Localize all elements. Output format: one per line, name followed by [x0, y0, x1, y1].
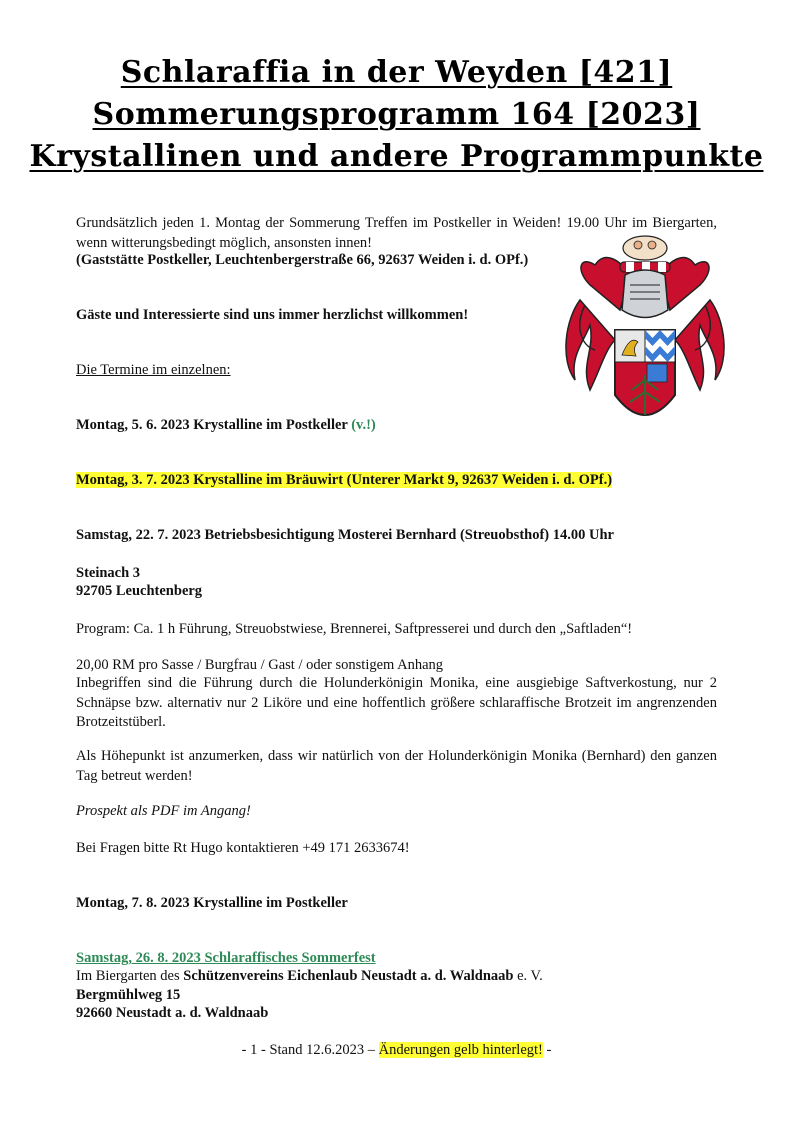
page-footer	[0, 1042, 793, 1059]
event-3-included: Inbegriffen sind die Führung durch die Holunderkönigin Monika, eine ausgiebige Saftverkostung, nur 2 Schnäpse bzw. alternativ nur 2 Liköre und eine hoffentlich größere schlaraffische Brotzeit im angrenzenden Brotzeitstüberl.	[76, 675, 717, 730]
footer-prefix: - 1 - Stand 12.6.2023 –	[241, 1042, 379, 1058]
event-5-street: Bergmühlweg 15	[76, 987, 181, 1003]
event-5-title: Samstag, 26. 8. 2023 Schlaraffisches Sommerfest	[76, 950, 376, 966]
event-5-city: 92660 Neustadt a. d. Waldnaab	[76, 1005, 269, 1021]
event-1-note: (v.!)	[351, 417, 376, 433]
termine-heading: Die Termine im einzelnen:	[76, 362, 231, 378]
event-1	[76, 416, 546, 436]
coat-of-arms-icon	[560, 230, 730, 450]
title-line-2: Sommerungsprogramm 164 [2023]	[92, 97, 701, 132]
event-5-venue: Schützenvereins Eichenlaub Neustadt a. d. Waldnaab	[183, 968, 514, 984]
event-3-highlight: Als Höhepunkt ist anzumerken, dass wir natürlich von der Holunderkönigin Monika (Bernhard) den ganzen Tag betreut werden!	[76, 748, 717, 784]
event-1-text: Montag, 5. 6. 2023 Krystalline im Postkeller	[76, 417, 348, 433]
event-3-title: Samstag, 22. 7. 2023 Betriebsbesichtigung Mosterei Bernhard (Streuobsthof) 14.00 Uhr	[76, 527, 614, 543]
event-2-text: Montag, 3. 7. 2023 Krystalline im Bräuwirt (Unterer Markt 9, 92637 Weiden i. d. OPf.)	[76, 472, 613, 488]
event-5-location	[76, 967, 717, 987]
event-3-prospekt: Prospekt als PDF im Angang!	[76, 803, 251, 819]
event-2	[76, 471, 612, 491]
event-3-contact: Bei Fragen bitte Rt Hugo kontaktieren +49 171 2633674!	[76, 840, 410, 856]
event-3-price: 20,00 RM pro Sasse / Burgfrau / Gast / oder sonstigem Anhang	[76, 657, 444, 673]
event-4: Montag, 7. 8. 2023 Krystalline im Postkeller	[76, 895, 348, 911]
title-line-1: Schlaraffia in der Weyden [421]	[120, 55, 673, 90]
title-line-3: Krystallinen und andere Programmpunkte	[29, 139, 764, 174]
welcome-text: Gäste und Interessierte sind uns immer herzlichst willkommen!	[76, 307, 469, 323]
event-3-street: Steinach 3	[76, 565, 141, 581]
footer-suffix: -	[542, 1042, 552, 1058]
event-3-program: Program: Ca. 1 h Führung, Streuobstwiese, Brennerei, Saftpresserei und durch den „Saftladen“!	[76, 621, 633, 637]
intro-address: (Gaststätte Postkeller, Leuchtenbergerstraße 66, 92637 Weiden i. d. OPf.)	[76, 252, 529, 268]
intro-text: Grundsätzlich jeden 1. Montag der Sommerung Treffen im Postkeller in Weiden! 19.00 Uhr im Biergarten, wenn witterungsbedingt möglich, ansonsten innen!	[76, 215, 717, 251]
event-5-suffix: e. V.	[513, 968, 543, 984]
document-title	[0, 52, 793, 178]
footer-highlight: Änderungen gelb hinterlegt!	[378, 1042, 543, 1058]
event-5-prefix: Im Biergarten des	[76, 968, 184, 984]
event-3-city: 92705 Leuchtenberg	[76, 583, 203, 599]
